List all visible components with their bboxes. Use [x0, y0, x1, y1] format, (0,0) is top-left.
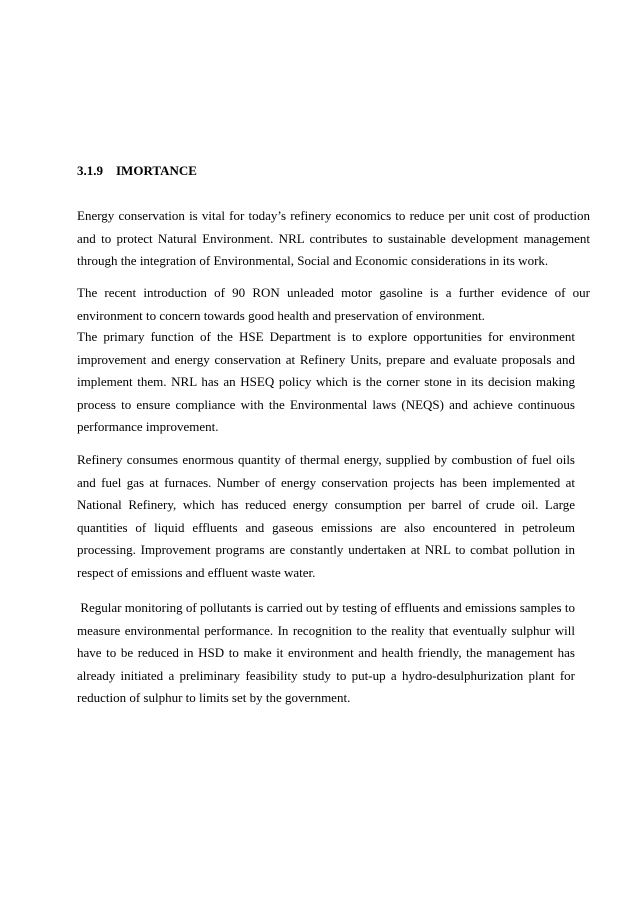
section-heading: [77, 162, 197, 180]
paragraph-pollutant-monitoring: Regular monitoring of pollutants is carried out by testing of effluents and emissions samples to measure environmental performance. In recognition to the reality that eventually sulphur will have to be reduced in HSD to make it environment and health friendly, the management has already initiated a preliminary feasibility study to put-up a hydro-desulphurization plant for reduction of sulphur to limits set by the government.: [77, 600, 579, 706]
paragraph-unleaded-gasoline: The recent introduction of 90 RON unleaded motor gasoline is a further evidence of our environment to concern towards good health and preservation of environment.: [77, 285, 590, 323]
paragraph-energy-conservation: Energy conservation is vital for today’s refinery economics to reduce per unit cost of production and to protect Natural Environment. NRL contributes to sustainable development management through the integration of Environmental, Social and Economic considerations in its work.: [77, 208, 590, 269]
section-title: IMORTANCE: [116, 163, 197, 178]
paragraph-thermal-energy: Refinery consumes enormous quantity of thermal energy, supplied by combustion of fuel oils and fuel gas at furnaces. Number of energy conservation projects has been implemented at National Refinery, which has reduced energy consumption per barrel of crude oil. Large quantities of liquid effluents and gaseous emissions are also encountered in petroleum processing. Improvement programs are constantly undertaken at NRL to combat pollution in respect of emissions and effluent waste water.: [77, 452, 575, 580]
section-number: 3.1.9: [77, 163, 103, 178]
paragraph-hse-department: The primary function of the HSE Department is to explore opportunities for environment improvement and energy conservation at Refinery Units, prepare and evaluate proposals and implement them. NRL has an HSEQ policy which is the corner stone in its decision making process to ensure compliance with the Environmental laws (NEQS) and achieve continuous performance improvement.: [77, 329, 575, 435]
